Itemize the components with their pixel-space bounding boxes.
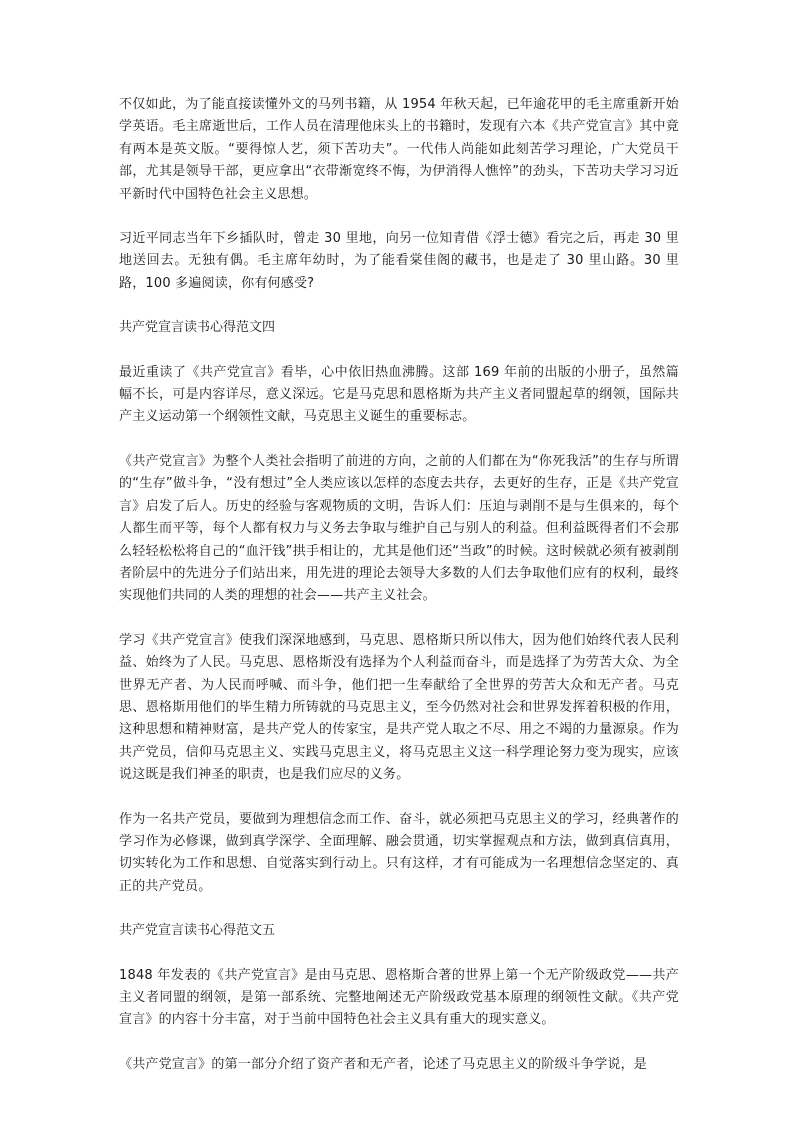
paragraph-gap: [119, 1032, 679, 1054]
paragraph-gap: [119, 295, 679, 317]
paragraph-gap: [119, 206, 679, 228]
paragraph: 《共产党宣言》为整个人类社会指明了前进的方向，之前的人们都在为“你死我活”的生存与所谓的“生存”做斗争，“没有想过”全人类应该以怎样的态度去共存，去更好的生存，正是《共产党宣言》启发了后人。历史的经验与客观物质的文明，告诉人们：压迫与剥削不是与生俱来的，每个人都生而平等，每个人都有权力与义务去争取与维护自己与别人的利益。但利益既得者们不会那么轻轻松松将自己的“血汗钱”拱手相让的，尤其是他们还“当政”的时候。这时候就必须有被剥削者阶层中的先进分子们站出来，用先进的理论去领导大多数的人们去争取他们应有的权利，最终实现他们共同的人类的理想的社会——共产主义社会。: [119, 453, 679, 604]
paragraph: 作为一名共产党员，要做到为理想信念而工作、奋斗，就必须把马克思主义的学习，经典著作的学习作为必修课，做到真学深学、全面理解、融会贯通，切实掌握观点和方法，做到真信真用，切实转化为工作和思想、自觉落实到行动上。只有这样，才有可能成为一名理想信念坚定的、真正的共产党员。: [119, 811, 679, 894]
paragraph: 1848 年发表的《共产党宣言》是由马克思、恩格斯合著的世界上第一个无产阶级政党——共产主义者同盟的纲领，是第一部系统、完整地阐述无产阶级政党基本原理的纲领性文献。《共产党宣言》的内容十分丰富，对于当前中国特色社会主义具有重大的现实意义。: [119, 967, 679, 1028]
paragraph-gap: [119, 429, 679, 451]
section-heading: 共产党宣言读书心得范文五: [119, 923, 276, 939]
section-heading: 共产党宣言读书心得范文四: [119, 320, 276, 336]
paragraph: 最近重读了《共产党宣言》看毕，心中依旧热血沸腾。这部 169 年前的出版的小册子，虽然篇幅不长，可是内容详尽，意义深远。它是马克思和恩格斯为共产主义者同盟起草的纲领，国际共产主义运动第一个纲领性文献，马克思主义诞生的重要标志。: [119, 364, 679, 425]
paragraph: 学习《共产党宣言》使我们深深地感到，马克思、恩格斯只所以伟大，因为他们始终代表人民利益、始终为了人民。马克思、恩格斯没有选择为个人利益而奋斗，而是选择了为劳苦大众、为全世界无产者、为人民而呼喊、而斗争，他们把一生奉献给了全世界的劳苦大众和无产者。马克思、恩格斯用他们的毕生精力所铸就的马克思主义，至今仍然对社会和世界发挥着积极的作用，这种思想和精神财富，是共产党人的传家宝，是共产党人取之不尽、用之不竭的力量源泉。作为共产党员，信仰马克思主义、实践马克思主义，将马克思主义这一科学理论努力变为现实，应该说这既是我们神圣的职责，也是我们应尽的义务。: [119, 632, 679, 783]
paragraph-gap: [119, 608, 679, 630]
paragraph: 不仅如此，为了能直接读懂外文的马列书籍，从 1954 年秋天起，已年逾花甲的毛主席重新开始学英语。毛主席逝世后，工作人员在清理他床头上的书籍时，发现有六本《共产党宣言》其中竟有两本是英文版。“要得惊人艺，须下苦功夫”。一代伟人尚能如此刻苦学习理论，广大党员干部，尤其是领导干部，更应拿出“衣带渐宽终不悔，为伊消得人憔悴”的劲头，下苦功夫学习习近平新时代中国特色社会主义思想。: [119, 97, 679, 202]
document-page: [119, 94, 679, 1076]
paragraph-gap: [119, 340, 679, 362]
paragraph: 习近平同志当年下乡插队时，曾走 30 里地，向另一位知青借《浮士德》看完之后，再走 30 里地送回去。无独有偶。毛主席年幼时，为了能看棠佳阁的藏书，也是走了 30 里山路。30 里路，100 多遍阅读，你有何感受?: [119, 231, 679, 291]
paragraph-gap: [119, 787, 679, 809]
paragraph: 《共产党宣言》的第一部分介绍了资产者和无产者，论述了马克思主义的阶级斗争学说，是: [119, 1056, 648, 1072]
paragraph-gap: [119, 898, 679, 920]
paragraph-gap: [119, 943, 679, 965]
